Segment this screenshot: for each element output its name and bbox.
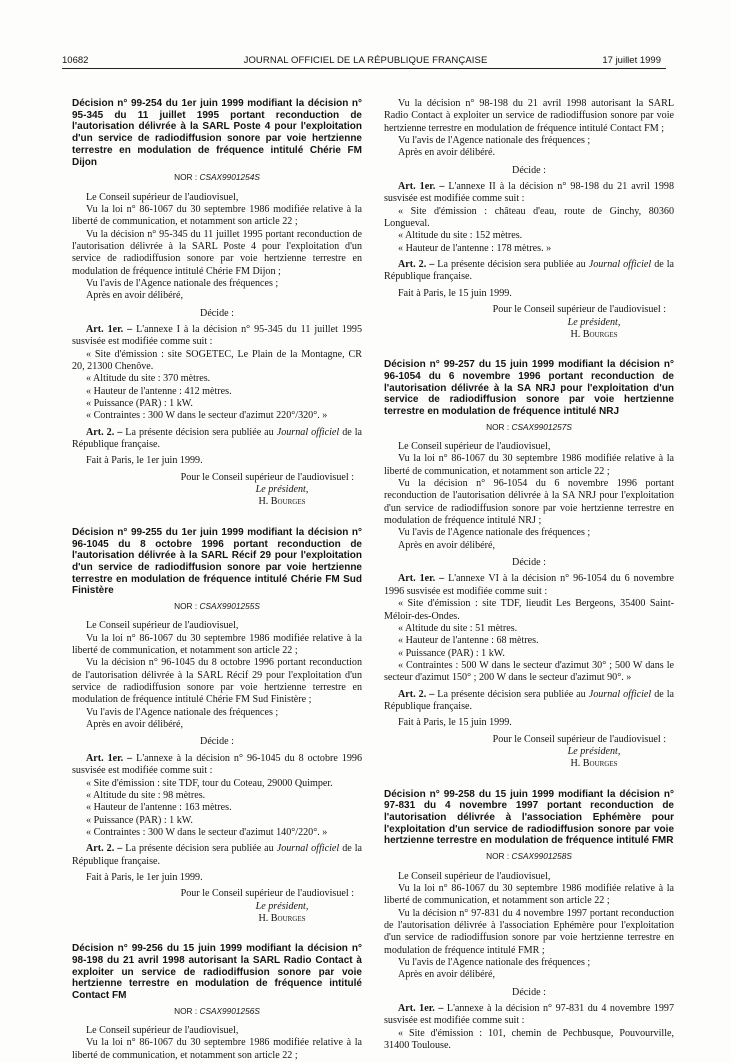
nor-code: CSAX9901256S (199, 1005, 260, 1016)
signature-block (72, 888, 362, 925)
annex-line: « Hauteur de l'antenne : 412 mètres. (86, 385, 232, 397)
preamble-line: Après en avoir délibéré, (86, 719, 183, 731)
nor-reference (72, 171, 362, 183)
preamble-line: Après en avoir délibéré, (398, 969, 495, 981)
article-1 (72, 324, 362, 349)
done-at: Fait à Paris, le 15 juin 1999. (398, 287, 512, 299)
annex-line: « Altitude du site : 152 mètres. (398, 230, 523, 242)
preamble-line: Le Conseil supérieur de l'audiovisuel, (398, 870, 551, 882)
annex-line: « Hauteur de l'antenne : 163 mètres. (86, 802, 232, 814)
annex-line: « Puissance (PAR) : 1 kW. (86, 814, 193, 826)
signature-role: Le président, (255, 900, 309, 912)
annex-line: « Hauteur de l'antenne : 68 mètres. (398, 635, 539, 647)
done-at: Fait à Paris, le 15 juin 1999. (398, 717, 512, 729)
decide-heading: Décide : (512, 986, 546, 998)
signature-name: H. Bourges (258, 912, 306, 924)
article-text: de la République française. (384, 688, 675, 712)
decision-title: Décision n° 99-255 du 1er juin 1999 modifiant la décision n° 96-1045 du 8 octobre 1996 portant reconduction de l'autorisation délivrée à la SARL Récif 29 pour l'exploitation d'un service de radiodiffusion sonore par voie hertzienne terrestre en modulation de fréquence intitulé Chérie FM Sud Finistère (72, 526, 362, 597)
decision-99-255 (72, 527, 362, 925)
nor-code: CSAX9901255S (199, 601, 260, 612)
article-2 (72, 427, 362, 452)
article-text: La présente décision sera publiée au (125, 843, 274, 855)
page-header (0, 0, 731, 66)
journal-officiel-ref: Journal officiel (588, 688, 652, 700)
preamble-line: Vu l'avis de l'Agence nationale des fréquences ; (86, 706, 279, 718)
preamble-line: Après en avoir délibéré. (398, 147, 495, 159)
annex-line: « Altitude du site : 51 mètres. (398, 622, 518, 634)
signature-role: Le président, (567, 316, 621, 328)
article-text: de la République française. (72, 426, 363, 451)
annex-line: « Site d'émission : château d'eau, route de Ginchy, 80360 Longueval. (384, 205, 674, 230)
journal-officiel-ref: Journal officiel (276, 843, 340, 855)
signature-name: H. Bourges (570, 758, 618, 770)
preamble-line: Vu la loi n° 86-1067 du 30 septembre 1986 modifiée relative à la liberté de communication, et notamment son article 22 ; (72, 632, 362, 657)
signature-block (384, 304, 674, 341)
article-label: Art. 2. – (86, 843, 123, 855)
article-text: L'annexe à la décision n° 97-831 du 4 novembre 1997 susvisée est modifiée comme suit : (384, 1002, 674, 1027)
article-1 (72, 753, 362, 778)
annex-line: « Site d'émission : site TDF, tour du Coteau, 29000 Quimper. (86, 777, 333, 789)
signature-for: Pour le Conseil supérieur de l'audiovisuel : (180, 888, 354, 900)
signature-name: H. Bourges (570, 328, 618, 340)
signature-name: H. Bourges (258, 496, 306, 508)
issue-date: 17 juillet 1999 (602, 55, 661, 66)
article-text: L'annexe VI à la décision n° 96-1054 du 6 novembre 1996 susvisée est modifiée comme suit : (384, 573, 674, 597)
article-1 (384, 1003, 674, 1028)
decision-99-256-continued (384, 98, 674, 341)
article-label: Art. 2. – (398, 688, 435, 700)
article-1 (384, 181, 674, 206)
journal-title: JOURNAL OFFICIEL DE LA RÉPUBLIQUE FRANÇAISE (243, 55, 488, 66)
annex-line: « Puissance (PAR) : 1 kW. (398, 647, 505, 659)
article-2 (72, 843, 362, 868)
preamble-line: Vu la décision n° 97-831 du 4 novembre 1997 portant reconduction de l'autorisation délivrée à l'association Ephémère pour l'exploitation d'un service de radiodiffusion sonore par voie hertzienne terrestre en modulation de fréquence intitulé FMR ; (384, 907, 674, 956)
article-text: La présente décision sera publiée au (437, 259, 586, 271)
annex-line: « Contraintes : 500 W dans le secteur d'azimut 30° ; 500 W dans le secteur d'azimut 150° ; 200 W dans le secteur d'azimut 90°. » (384, 659, 674, 684)
preamble-line: Vu l'avis de l'Agence nationale des fréquences ; (86, 277, 279, 289)
preamble-line: Vu la loi n° 86-1067 du 30 septembre 1986 modifiée relative à la liberté de communication, et notamment son article 22 ; (72, 203, 362, 228)
signature-for: Pour le Conseil supérieur de l'audiovisuel : (180, 471, 354, 483)
nor-label: NOR : (174, 1005, 198, 1016)
nor-reference (384, 421, 674, 433)
signature-for: Pour le Conseil supérieur de l'audiovisuel : (492, 304, 666, 316)
signature-role: Le président, (255, 484, 309, 496)
decide-heading: Décide : (200, 307, 234, 319)
nor-label: NOR : (486, 851, 510, 862)
preamble-line: Le Conseil supérieur de l'audiovisuel, (86, 1025, 239, 1037)
preamble-line: Le Conseil supérieur de l'audiovisuel, (86, 191, 239, 203)
decision-99-256 (72, 943, 362, 1062)
article-label: Art. 1er. – (398, 181, 445, 193)
decision-title: Décision n° 99-254 du 1er juin 1999 modifiant la décision n° 95-345 du 11 juillet 1995 portant reconduction de l'autorisation délivrée à la SARL Poste 4 pour l'exploitation d'un service de radiodiffusion sonore par voie hertzienne terrestre en modulation de fréquence intitulé Chérie FM Dijon (72, 98, 362, 168)
annex-line: « Hauteur de l'antenne : 178 mètres. » (398, 242, 552, 254)
nor-code: CSAX9901257S (511, 421, 572, 432)
nor-reference (384, 850, 674, 862)
preamble-line: Après en avoir délibéré, (86, 290, 183, 302)
article-label: Art. 2. – (86, 426, 123, 438)
nor-reference (72, 1005, 362, 1017)
decide-heading: Décide : (512, 164, 546, 176)
decision-title: Décision n° 99-256 du 15 juin 1999 modifiant la décision n° 98-198 du 21 avril 1998 autorisant la SARL Radio Contact à exploiter un service de radiodiffusion sonore par voie hertzienne terrestre en modulation de fréquence intitulé Contact FM (72, 943, 362, 1002)
signature-for: Pour le Conseil supérieur de l'audiovisuel : (492, 733, 666, 745)
header-rule (62, 68, 666, 69)
journal-officiel-ref: Journal officiel (276, 426, 340, 438)
article-text: La présente décision sera publiée au (437, 688, 586, 700)
article-label: Art. 1er. – (398, 573, 445, 585)
annex-line: « Altitude du site : 370 mètres. (86, 373, 211, 385)
decision-99-258 (384, 789, 674, 1053)
article-text: de la République française. (72, 843, 363, 867)
article-label: Art. 1er. – (86, 324, 133, 335)
preamble-line: Vu la loi n° 86-1067 du 30 septembre 1986 modifiée relative à la liberté de communication, et notamment son article 22 ; (384, 453, 674, 477)
preamble-line: Vu la loi n° 86-1067 du 30 septembre 1986 modifiée relative à la liberté de communication, et notamment son article 22 ; (384, 882, 674, 907)
article-1 (384, 573, 674, 598)
done-at: Fait à Paris, le 1er juin 1999. (86, 455, 203, 467)
annex-line: « Contraintes : 300 W dans le secteur d'azimut 220°/320°. » (86, 410, 328, 422)
preamble-line: Vu la loi n° 86-1067 du 30 septembre 1986 modifiée relative à la liberté de communication, et notamment son article 22 ; (72, 1037, 362, 1061)
preamble-line: Le Conseil supérieur de l'audiovisuel, (86, 620, 239, 632)
preamble-line: Vu la décision n° 98-198 du 21 avril 1998 autorisant la SARL Radio Contact à exploiter un service de radiodiffusion sonore par voie hertzienne terrestre en modulation de fréquence intitulé Contact FM ; (384, 98, 674, 134)
article-label: Art. 1er. – (86, 752, 133, 764)
annex-line: « Site d'émission : site SOGETEC, Le Plain de la Montagne, CR 20, 21300 Chenôve. (72, 348, 362, 373)
article-label: Art. 1er. – (398, 1002, 444, 1014)
preamble-line: Vu la décision n° 95-345 du 11 juillet 1995 portant reconduction de l'autorisation délivrée à la SARL Poste 4 pour l'exploitation d'un service de radiodiffusion sonore par voie hertzienne terrestre en modulation de fréquence intitulé Chérie FM Dijon ; (72, 228, 362, 277)
preamble-line: Après en avoir délibéré, (398, 539, 495, 551)
signature-block (384, 734, 674, 771)
article-text: La présente décision sera publiée au (125, 426, 274, 438)
preamble-line: Vu la décision n° 96-1045 du 8 octobre 1996 portant reconduction de l'autorisation délivrée à la SARL Récif 29 pour l'exploitation d'un service de radiodiffusion sonore par voie hertzienne terrestre en modulation de fréquence intitulé Chérie FM Sud Finistère ; (72, 657, 362, 706)
preamble-line: Vu l'avis de l'Agence nationale des fréquences ; (398, 956, 591, 968)
nor-reference (72, 600, 362, 612)
decision-99-257 (384, 359, 674, 770)
decision-title: Décision n° 99-258 du 15 juin 1999 modifiant la décision n° 97-831 du 4 novembre 1997 portant reconduction de l'autorisation délivrée à l'association Ephémère pour l'exploitation d'un service de radiodiffusion sonore par voie hertzienne terrestre en modulation de fréquence intitulé FMR (384, 788, 674, 847)
annex-line: « Site d'émission : 101, chemin de Pechbusque, Pouvourville, 31400 Toulouse. (384, 1027, 674, 1051)
preamble-line: Vu l'avis de l'Agence nationale des fréquences ; (398, 527, 591, 539)
article-label: Art. 2. – (398, 259, 435, 271)
decide-heading: Décide : (200, 736, 234, 748)
annex-line: « Site d'émission : site TDF, lieudit Les Bergeons, 35400 Saint-Méloir-des-Ondes. (384, 598, 674, 622)
annex-line: « Altitude du site : 98 mètres. (86, 789, 206, 801)
decision-title: Décision n° 99-257 du 15 juin 1999 modifiant la décision n° 96-1054 du 6 novembre 1996 portant reconduction de l'autorisation délivrée à la SA NRJ pour l'exploitation d'un service de radiodiffusion sonore par voie hertzienne terrestre en modulation de fréquence intitulé NRJ (384, 359, 674, 417)
left-column (72, 98, 362, 1062)
preamble-line: Le Conseil supérieur de l'audiovisuel, (398, 441, 551, 453)
article-text: L'annexe à la décision n° 96-1045 du 8 octobre 1996 susvisée est modifiée comme suit : (72, 752, 362, 777)
nor-label: NOR : (174, 172, 198, 183)
preamble-line: Vu l'avis de l'Agence nationale des fréquences ; (398, 135, 591, 147)
decision-99-254 (72, 98, 362, 509)
article-2 (384, 259, 674, 284)
article-text: L'annexe II à la décision n° 98-198 du 21 avril 1998 susvisée est modifiée comme suit : (384, 181, 674, 205)
annex-line: « Puissance (PAR) : 1 kW. (86, 398, 193, 410)
decide-heading: Décide : (512, 557, 546, 569)
page-number: 10682 (62, 55, 89, 66)
nor-label: NOR : (486, 421, 510, 432)
article-text: de la République française. (384, 259, 675, 283)
article-2 (384, 689, 674, 714)
nor-code: CSAX9901258S (511, 851, 572, 862)
article-text: L'annexe I à la décision n° 95-345 du 11 juillet 1995 susvisée est modifiée comme suit : (72, 324, 362, 348)
preamble-line: Vu la décision n° 96-1054 du 6 novembre 1996 portant reconduction de l'autorisation délivrée à la SA NRJ pour l'exploitation d'un service de radiodiffusion sonore par voie hertzienne terrestre en modulation de fréquence intitulé NRJ ; (384, 478, 674, 527)
nor-code: CSAX9901254S (199, 172, 260, 183)
nor-label: NOR : (174, 601, 198, 612)
signature-role: Le président, (567, 745, 621, 757)
signature-block (72, 472, 362, 509)
annex-line: « Contraintes : 300 W dans le secteur d'azimut 140°/220°. » (86, 826, 328, 838)
right-column (384, 98, 674, 1052)
journal-officiel-ref: Journal officiel (588, 259, 652, 271)
done-at: Fait à Paris, le 1er juin 1999. (86, 871, 203, 883)
